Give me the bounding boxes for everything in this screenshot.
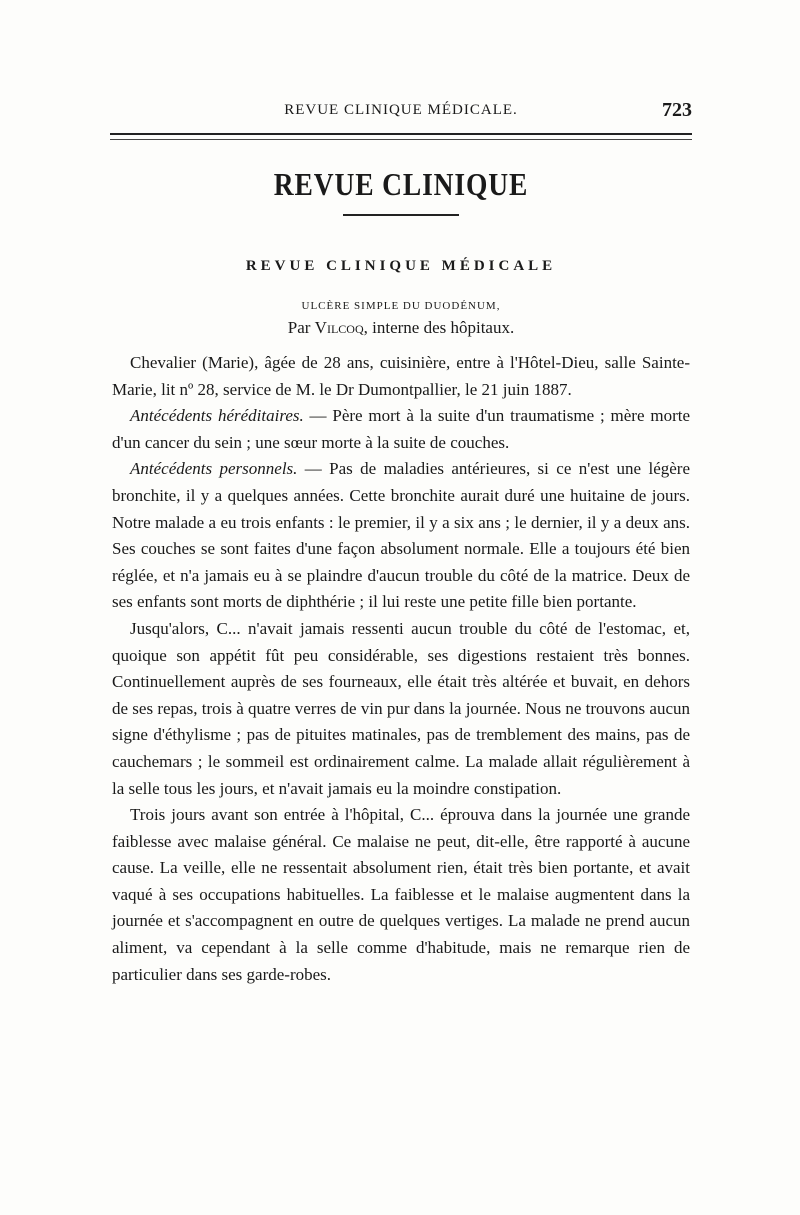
section-title: REVUE CLINIQUE [273, 166, 529, 202]
paragraph [112, 350, 690, 403]
page-number: 723 [662, 99, 692, 121]
paragraph [112, 802, 690, 988]
paragraph [112, 456, 690, 616]
byline-prefix: Par [287, 318, 315, 337]
byline-suffix: , interne des hôpitaux. [363, 318, 515, 337]
paragraph-text: Chevalier (Marie), âgée de 28 ans, cuisinière, entre à l'Hôtel-Dieu, salle Sainte-Marie, lit nº 28, service de M. le Dr Dumontpallier, le 21 juin 1887. [112, 353, 690, 399]
paragraph-text: — Père mort à la suite d'un traumatisme ; mère morte d'un cancer du sein ; une sœur morte à la suite de couches. [112, 406, 690, 452]
paragraph [112, 616, 690, 802]
byline [110, 318, 692, 338]
paragraph-label: Antécédents personnels. [130, 459, 298, 479]
article-body [112, 350, 690, 988]
paragraph-text: Jusqu'alors, C... n'avait jamais ressenti aucun trouble du côté de l'estomac, et, quoique son appétit fût peu considérable, ses digestions restaient très bonnes. Continuellement auprès de ses fourneaux, elle était très altérée et buvait, en dehors de ses repas, trois à quatre verres de vin pur dans la journée. Nous ne trouvons aucun signe d'éthylisme ; pas de pituites matinales, pas de tremblement des mains, pas de cauchemars ; le sommeil est ordinairement calme. La malade allait régulièrement à la selle tous les jours, et n'avait jamais eu la moindre constipation. [112, 618, 690, 798]
title-divider-rule [343, 214, 459, 216]
paragraph-text: Trois jours avant son entrée à l'hôpital, C... éprouva dans la journée une grande faiblesse avec malaise général. Ce malaise ne peut, dit-elle, être rapporté à aucune cause. La veille, elle ne ressentait absolument rien, était très bien portante, et avait vaqué à ses occupations habituelles. La faiblesse et le malaise augmentent dans la journée et s'accompagnent en outre de quelques vertiges. La malade ne prend aucun aliment, va cependant à la selle comme d'habitude, mais ne remarque rien de particulier dans ses garde-robes. [112, 805, 690, 984]
paragraph-text: — Pas de maladies antérieures, si ce n'est une légère bronchite, il y a quelques années. Cette bronchite aurait duré une huitaine de jours. Notre malade a eu trois enfants : le premier, il y a six ans ; le dernier, il y a deux ans. Ses couches se sont faites d'une façon absolument normale. Elle a toujours été bien réglée, et n'a jamais eu à se plaindre d'aucun trouble du côté de la matrice. Deux de ses enfants sont morts de diphthérie ; il lui reste une petite fille bien portante. [112, 459, 690, 612]
article-title: ULCÈRE SIMPLE DU DUODÉNUM, [301, 300, 501, 312]
byline-author: Vilcoq [314, 318, 364, 337]
subsection-title: REVUE CLINIQUE MÉDICALE [245, 258, 557, 274]
paragraph [112, 403, 690, 456]
running-title: REVUE CLINIQUE MÉDICALE. [284, 102, 518, 118]
running-header [110, 100, 692, 124]
paragraph-label: Antécédents héréditaires. [130, 406, 304, 426]
header-double-rule [110, 133, 692, 140]
